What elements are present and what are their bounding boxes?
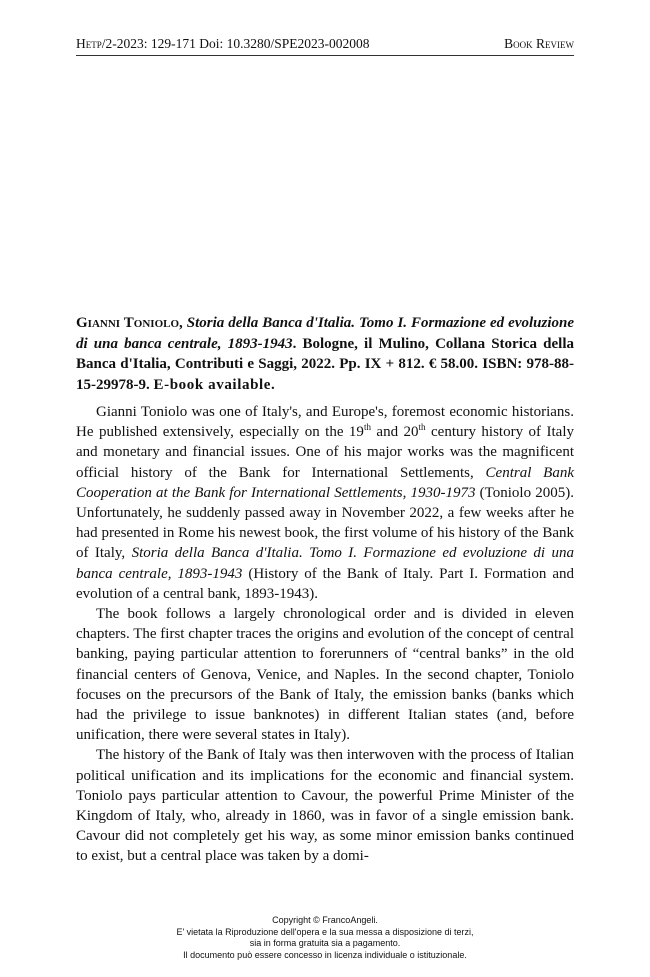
running-header [76, 36, 574, 56]
text-run: century history of Italy and monetary and financial issues. One of his major works was the magnificent official history of the Bank for International Settlements, [76, 424, 574, 481]
footer-line: sia in forma gratuita sia a pagamento. [249, 938, 401, 948]
footer-line: Il documento può essere concesso in licenza individuale o istituzionale. [183, 949, 467, 960]
review-heading: Gianni Toniolo, Storia della Banca d'Italia. Tomo I. Formazione ed evoluzione di una banca centrale, 1893-1943. Bologne, il Mulino, Collana Storica della Banca d'Italia, Contributi e Saggi, 2022. Pp. IX + 812. € 58.00. ISBN: 978-88-15-29978-9. E-book available. [76, 315, 575, 393]
journal-name: Hetp [76, 36, 102, 51]
text-run: Gianni Toniolo was one of Italy's, and Europe's, foremost economic historians. He published extensively, especially on the 19 [76, 404, 574, 441]
ebook-note: E-book available. [153, 376, 276, 393]
cited-title: Central Bank Cooperation at the Bank for International Settlements, 1930-1973 [76, 464, 574, 501]
superscript: th [363, 422, 371, 433]
paragraph-1 [76, 402, 574, 604]
text-run: and 20 [370, 424, 419, 441]
cited-title: Storia della Banca d'Italia. Tomo I. Formazione ed evoluzione di una banca centrale, 1893-1943 [76, 545, 574, 582]
paragraph-2: The book follows a largely chronological order and is divided in eleven chapters. The first chapter traces the origins and evolution of the concept of central banking, paying particular attention to forerunners of “central banks” in the old financial centers of Genova, Venice, and Naples. In the second chapter, Toniolo focuses on the precursors of the Bank of Italy, the emission banks (banks which had the privilege to issue banknotes) in different Italian states (and, before unification, there were several states in Italy). [76, 606, 574, 744]
review-body [76, 402, 574, 867]
citation-details: /2-2023: 129-171 Doi: 10.3280/SPE2023-002008 [101, 36, 370, 51]
book-title: Storia della Banca d'Italia. Tomo I. Formazione ed evoluzione di una banca centrale, 1893-1943 [76, 315, 575, 352]
journal-citation [76, 36, 370, 52]
text-run: (Toniolo 2005). Unfortunately, he suddenly passed away in November 2022, a few weeks after he had presented in Rome his newest book, the first volume of his history of the Bank of Italy, [76, 484, 574, 562]
copyright-footer [76, 915, 574, 961]
paragraph-3: The history of the Bank of Italy was then interwoven with the process of Italian political unification and its implications for the economic and financial system. Toniolo pays particular attention to Cavour, the powerful Prime Minister of the Kingdom of Italy, who, already in 1860, was in favor of a single emission bank. Cavour did not completely get his way, as some minor emission banks continued to exist, but a central place was taken by a domi- [76, 747, 574, 865]
book-author: Gianni Toniolo [76, 315, 180, 331]
superscript: th [418, 422, 426, 433]
footer-line: E' vietata la Riproduzione dell'opera e la sua messa a disposizione di terzi, [176, 926, 474, 937]
footer-line: Copyright © FrancoAngeli. [272, 915, 378, 925]
text-run: (History of the Bank of Italy. Part I. Formation and evolution of a central bank, 1893-1943). [76, 565, 574, 602]
section-label: Book Review [504, 36, 574, 51]
publication-details: . Bologne, il Mulino, Collana Storica della Banca d'Italia, Contributi e Saggi, 2022. Pp. IX + 812. € 58.00. ISBN: 978-88-15-29978-9. [76, 335, 574, 393]
